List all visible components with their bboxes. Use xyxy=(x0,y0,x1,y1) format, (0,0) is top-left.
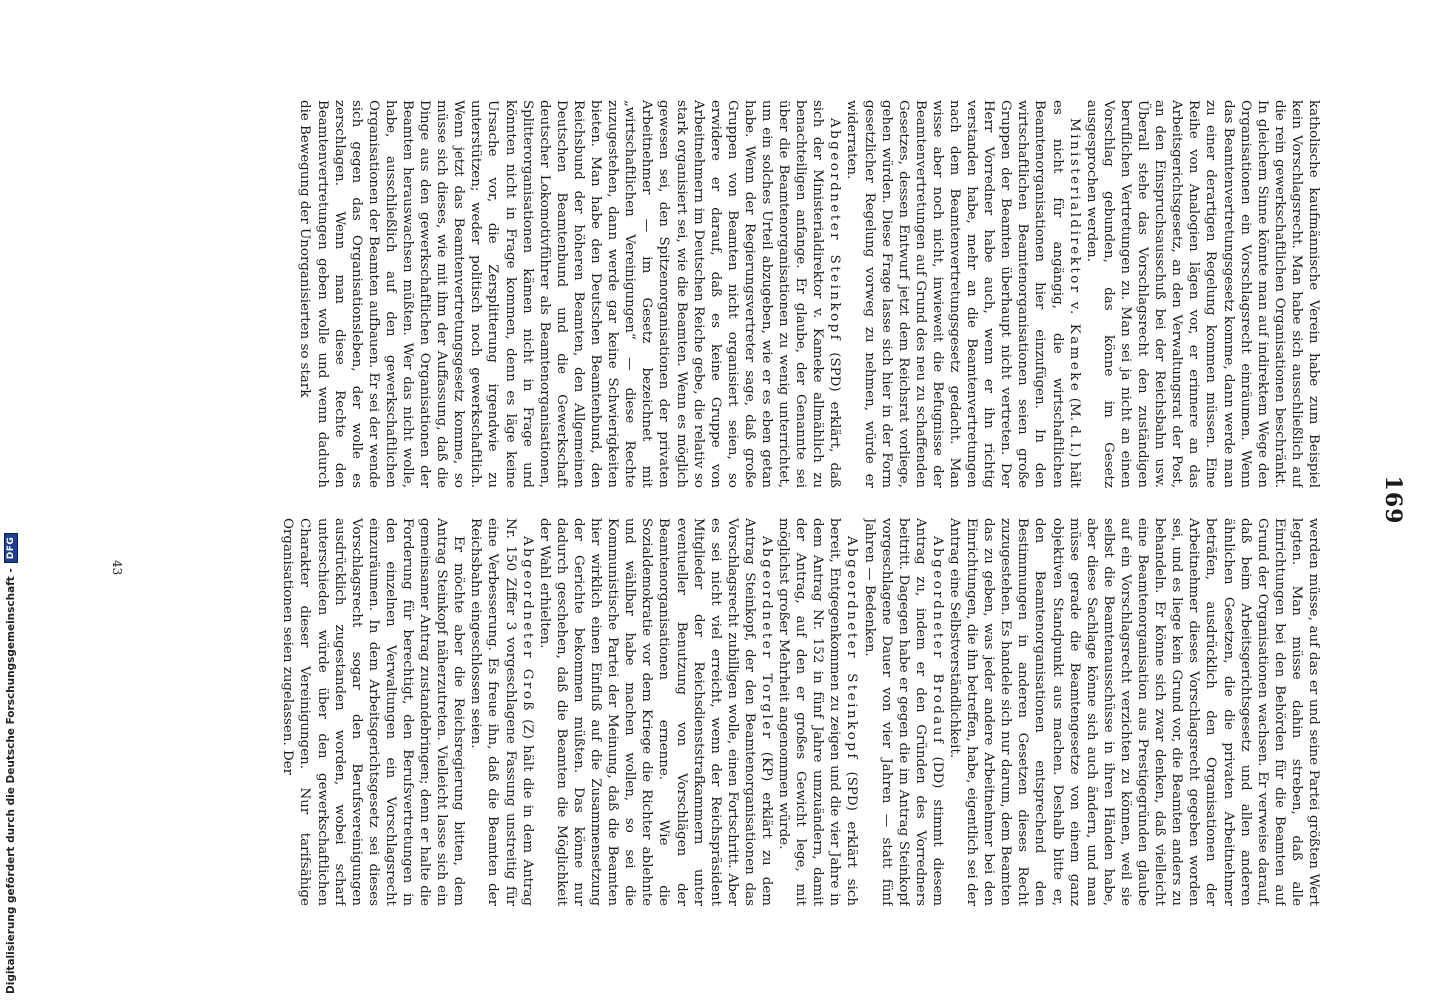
paragraph-text: (KP) erklärt zu dem Antrag Steinkopf, der den Beamtenorganisationen das Vorschlagsrecht zubilligen wolle, einen Fortschritt. Aber es sei nicht viel erreicht, wenn der Reichspräsident Mitglieder der Reichsdienststrafkammern unter eventueller Benutzung von Vorschlägen der Beamtenorganisationen ernenne. Wie die Sozialdemokratie vor dem Kriege die Richter ablehnte und wählbar habe machen wollen, so sei die Kommunistische Partei der Meinung, daß die Beamten hier wirklich einen Einfluß auf die Zusammensetzung der Gerichte bekommen müßten. Das könne nur dadurch geschehen, daß die Beamten die Möglichkeit der Wahl erhielten. xyxy=(536,518,774,906)
speaker-name: Abgeordneter Torgler xyxy=(759,536,774,741)
paragraph xyxy=(536,518,775,906)
paragraph-text: katholische kaufmännische Verein habe zum Beispiel kein Vorschlagsrecht. Man habe sich ausschließlich auf die rein gewerkschaftlichen Organisationen beschränkt. In gleichem Sinne könnte man auf indirektem Wege den Organisationen ein Vorschlagsrecht einräumen. Wenn das Beamtenvertretungsgesetz komme, dann werde man zu einer derartigen Regelung kommen müssen. Eine Reihe von Analogien lägen vor, er erinnere an das Arbeitsgerichtsgesetz, an den Verwaltungsrat der Post, an den Einspruchsausschuß bei der Reichsbahn usw. Überall stehe das Vorschlagsrecht den zuständigen beruflichen Vertretungen zu. Man sei ja nicht an einen Vorschlag gebunden, das könne im Gesetz ausgesprochen werden. xyxy=(1083,100,1321,488)
paragraph-text: (SPD) erklärt, daß sich der Ministerialdirektor v. Kameke allmählich zu benachteiligen anfange. Er glaube, der Genannte sei über die Beamtenorganisationen zu wenig unterrichtet, um ein solches Urteil abzugeben, wie er es eben getan habe. Wenn der Regierungsvertreter sage, daß große Gruppen von Beamten nicht organisiert seien, so erwidere er darauf, daß es keine Gruppe von Arbeitnehmern im Deutschen Reiche gebe, die relativ so stark organisiert sei, wie die Beamten. Wenn es möglich gewesen sei, den Spitzenorganisationen der privaten Arbeitnehmer — im Gesetz bezeichnet mit „wirtschaftlichen Vereinigungen“ — diese Rechte zuzugestehen, dann werde gar keine Schwierigkeiten bieten. Man habe den Deutschen Beamtenbund, den Reichsbund der höheren Beamten, den Allgemeinen Deutschen Beamtenbund und die Gewerkschaft deutscher Lokomotivführer als Beamtenorganisationen, Splitterorganisationen kämen nicht in Frage und könnten nicht in Frage kommen, denn es läge keine Ursache vor, die Zersplitterung irgendwie zu unterstützen; weder politisch noch gewerkschaftlich. Wenn jetzt das Beamtenvertretungsgesetz komme, so müsse sich dieses, wie mit ihm der Auffassung, daß die Dinge aus den gewerkschaftlichen Organisationen der Beamten herauswachsen müßten. Wer das nicht wolle, habe, ausschließlich auf den gewerkschaftlichen Organisationen der Beamten aufbauen. Er sei der wende sich gegen das Organisationsleben, der wolle es zerschlagen. Wenn man diese Rechte den Beamtenvertretungen geben wolle und wenn dadurch die Bewegung der Unorganisierten so stark xyxy=(297,100,843,488)
paragraph-text: Er möchte aber die Reichsregierung bitten, dem Antrag Steinkopf näherzutreten. Vielleicht lasse sich ein gemeinsamer Antrag zustandebringen; denn er halte die Forderung für berechtigt, den Berufsvertretungen in den einzelnen Verwaltungen ein Vorschlagsrecht einzuräumen. In dem Arbeitsgerichtsgesetz sei dieses Vorschlagsrecht sogar den Berufsvereinigungen ausdrücklich zugestanden worden, wobei scharf unterschieden würde über den gewerkschaftlichen Charakter dieser Vereinigungen. Nur tarifsähige Organisationen seien zugelassen. Der xyxy=(280,518,467,906)
right-column xyxy=(142,518,1322,906)
speaker-name: Ministerialdirektor v. Kameke xyxy=(1066,118,1082,394)
paragraph-text: werden müsse, auf das er und seine Partei größten Wert legten. Man müsse dahin streben, daß alle Einrichtungen bei den Behörden für die Beamten auf Grund der Organisationen wachsen. Er verweise darauf, daß beim Arbeitsgerichtsgesetz und allen anderen ähnlichen Gesetzen, die die privaten Arbeitnehmer beträfen, ausdrücklich den Organisationen der Arbeitnehmer dieses Vorschlagsrecht gegeben worden sei, und es liege kein Grund vor, die Beamten anders zu behandeln. Er könne sich zwar denken, daß vielleicht eine Beamtenorganisation aus Prestigegründen glaube auf ein Vorschlagsrecht verzichten zu können, weil sie selbst die Beamtenausschüsse in ihren Händen habe, aber diese Sachlage könne sich auch ändern, und man müsse gerade die Beamtengesetze von einem ganz objektiven Standpunkt aus machen. Deshalb bitte er, den Beamtenorganisationen entsprechend den Bestimmungen in anderen Gesetzen dieses Recht zuzugestehen. Es handele sich nur darum, dem Beamten das zu geben, was jeder andere Arbeitnehmer bei den Einrichtungen, die ihn betreffen, habe, eigentlich sei der Antrag eine Selbstverständlichkeit. xyxy=(947,518,1321,906)
paragraph xyxy=(775,518,860,906)
paragraph xyxy=(860,518,945,906)
paragraph-text: (Z) hält die in dem Antrag Nr. 150 Ziffer 3 vorgeschlagene Fassung unstreitig für eine Verbesserung. Es freue ihn, daß die Beamten der Reichsbahn eingeschlossen seien. xyxy=(468,518,535,906)
paragraph-text: (SPD) erklärt sich bereit, Entgegenkommen zu zeigen und die vier Jahre in dem Antrag Nr. 152 in fünf Jahre umzuändern, damit der Antrag, auf den er großes Gewicht lege, mit möglichst großer Mehrheit angenommen würde. xyxy=(776,518,860,906)
credit-text: Digitalisierung gefördert durch die Deutsche Forschungsgemeinschaft - xyxy=(5,568,17,994)
paragraph xyxy=(279,518,467,906)
speaker-name: Abgeordneter Groß xyxy=(519,536,535,713)
dfg-logo: DFG xyxy=(4,533,18,564)
speaker-name: Abgeordneter Brodauf xyxy=(929,536,945,746)
paragraph xyxy=(467,518,535,906)
digitization-credit xyxy=(0,0,24,1000)
left-column xyxy=(142,100,1322,488)
page-signature: 43 xyxy=(110,560,124,576)
speaker-name: Abgeordneter Steinkopf xyxy=(844,536,860,761)
paragraph xyxy=(843,100,1082,488)
speaker-name: Abgeordneter Steinkopf xyxy=(827,118,843,343)
paragraph xyxy=(296,100,843,488)
page-number: 169 xyxy=(1380,475,1406,525)
paragraph xyxy=(1083,100,1322,488)
paragraph-text: (DD) stimmt diesem Antrag zu, indem er den Gründen des Vorredners beitritt. Dagegen habe er gegen die im Antrag Steinkopf vorgeschlagene Dauer von vier Jahren — statt fünf Jahren — Bedenken. xyxy=(861,518,945,906)
paragraph-text: (M. d. I.) hält es nicht für angängig, die wirtschaftlichen Beamtenorganisationen hier einzufügen. In den wirtschaftlichen Beamtenorganisationen seien große Gruppen der Beamten überhaupt nicht vertreten. Der Herr Vorredner habe auch, wenn er ihn richtig verstanden habe, mehr an die Beamtenvertretungen nach dem Beamtenvertretungsgesetz gedacht. Man wisse aber noch nicht, inwieweit die Befugnisse der Beamtenvertretungen auf Grund des neu zu schaffenden Gesetzes, dessen Entwurf jetzt dem Reichsrat vorliege, gehen würden. Diese Frage lasse sich hier in der Form gesetzlicher Regelung vorweg zu nehmen, würde er widerraten. xyxy=(844,100,1082,488)
paragraph xyxy=(946,518,1322,906)
